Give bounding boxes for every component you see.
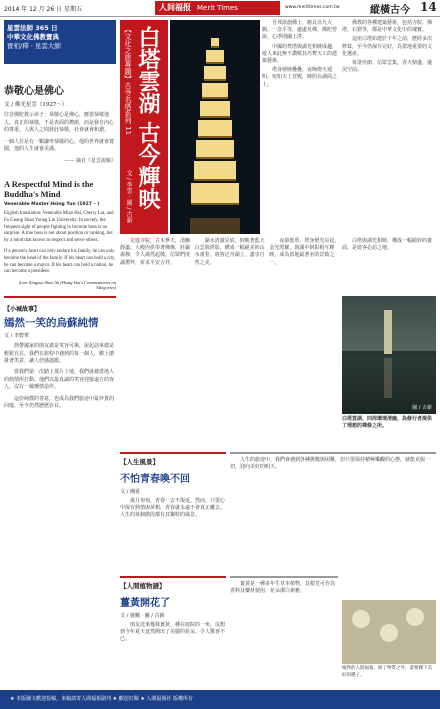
life-label: 【人生風景】	[120, 458, 159, 466]
flower-blossom	[406, 608, 424, 626]
photo-credit: 圖 / 古新	[412, 405, 432, 411]
english-article-para: English translation: Venerable Miao Hsi, Cherry Lai, and Fo Guang Shan Young Lin University. In society, the frequent sight of people fighting to become boss is no surprise. A true boss is not about position or ranking, but by a mind that knows to respect and serve others.	[4, 211, 114, 244]
page-header	[0, 0, 440, 17]
left-column	[4, 20, 116, 686]
story-para: 熱帶國家的朋友總是笑容可掬，說起話來總是輕鬆自在。我們在旅程中遇到的每一個人，臉上總掛著笑意，讓人倍感溫暖。	[4, 343, 115, 364]
pagoda-spire	[211, 38, 219, 48]
english-article-title: A Respectful Mind is the Buddha's Mind	[4, 179, 94, 199]
story-para: 這份純樸的善意，也成為我們旅途中最珍貴的回憶，至今仍然歷歷在目。	[4, 395, 115, 410]
story-column-label: 【小城故事】	[4, 306, 41, 314]
right-mid-para: 白塔與湖光相映，構成一幅絕妙的畫面，是遊客必訪之地。	[342, 238, 433, 252]
section-title: 縱橫古今	[370, 5, 410, 16]
banner-title[interactable]: 白塔雲湖 古今輝映	[135, 26, 161, 210]
right-para: 每逢佳節，信眾雲集，香火鼎盛，盛況空前。	[342, 60, 433, 74]
flower-section	[120, 576, 226, 686]
chinese-article-title: 恭敬心是佛心	[4, 86, 64, 97]
pagoda-tier	[200, 101, 230, 118]
right-para: 這座白塔始建於千年之前，歷經多次修葺，至今仍保存完好，為當地重要的文化遺產。	[342, 36, 433, 57]
flower-label: 【人間植物譜】	[120, 582, 166, 590]
flower-blossom	[352, 610, 370, 628]
body-column	[120, 238, 191, 450]
chinese-article-source: —— 摘自《星雲說喻》	[64, 157, 116, 164]
page-footer: ★ 本版圖文歡迎投稿，來稿請寄人間福報副刊 ★ 歡迎訂閱 ★ 人間福報社 版權所有	[0, 690, 440, 709]
flower-photo-caption: 植物的人間福報，除了物質之外，還要種下美好的種子。	[342, 666, 432, 678]
pagoda-silhouette	[384, 310, 392, 354]
intro-column	[262, 20, 340, 234]
intro-para: 吾邦欲創佛土，應具非凡大願，一念平等，處處見佛。佛陀曾說，心淨則國土淨。	[262, 20, 338, 41]
flower-right-para: 薑黃是一種多年生草本植物，其根莖可作為香料及藥材使用，花朵潔白素雅。	[230, 581, 336, 595]
flower-title[interactable]: 薑黃開花了	[120, 598, 170, 609]
pagoda-tier	[191, 183, 239, 205]
english-article-para: If a person's heart can only endure his family, he can only become the head of the family. If his heart can hold a city, he can become a mayor. If his heart can hold a nation, he can become a president.	[4, 248, 116, 275]
nav-line-3: 寶相/釋 · 星雲大師	[7, 42, 61, 50]
body-column	[269, 238, 340, 450]
chinese-article-para: 一個人若是有一顆謙卑恭敬的心，他的世界就會寬闊，他的人生就會美滿。	[4, 138, 115, 152]
feature-banner	[120, 20, 168, 234]
newspaper-logo[interactable]	[155, 1, 280, 15]
flower-text: 朋友送來幾株薑黃，種在庭院的一角。沒想到今年夏天竟然開出了美麗的花朵，令人驚喜不已。	[120, 622, 226, 643]
pagoda-tier	[196, 140, 234, 159]
intro-para: 中國的梵塔與湖光相映成趣，遊人來此無不讚歎其巧奪天工的建築藝術。	[262, 43, 338, 65]
intro-para: 塔身層層疊疊，夜晚燈火通明，宛如天上宮殿，映照在湖面之上。	[262, 67, 338, 88]
english-article-author: Venerable Master Hsing Yun (1927 – )	[4, 202, 100, 207]
article-body	[120, 238, 340, 450]
pagoda-reflection	[384, 358, 392, 398]
turmeric-flower-photo[interactable]	[342, 600, 436, 664]
logo-subtitle: Merit Times	[197, 4, 238, 12]
life-title[interactable]: 不怕青春喚不回	[120, 474, 190, 485]
lake-pagoda-photo[interactable]	[342, 296, 436, 414]
page-number: 14	[420, 0, 437, 14]
right-column-top	[342, 20, 436, 234]
flower-blossom	[380, 624, 398, 642]
chinese-article-author: 文 / 佛光星雲（1927～）	[4, 102, 68, 108]
life-section	[120, 452, 226, 572]
body-para: 走進寺院，古木參天，清幽靜謐。大殿內供奉著佛像，莊嚴肅穆，令人肅然起敬。信眾們虔誠禮拜，祈求平安吉祥。	[120, 238, 191, 266]
pagoda-tier	[206, 50, 224, 64]
lake-caption: 白塔雲湖，四周環境清幽，為修行者提供了理想的禪修之所。	[342, 416, 433, 429]
nav-line-2: 中華文化佛教寶典	[7, 33, 59, 41]
column-nav-box[interactable]	[4, 20, 116, 64]
banner-series: 【文化之旅專題】古寺名塔系列 11	[124, 26, 132, 136]
divider	[4, 296, 116, 298]
remain-text: 人生的旅途中，我們會遇到各種挑戰與困難，但只要保持積極樂觀的心態，就能克服一切，迎向美好的明天。	[230, 457, 431, 471]
story-author: 文 / 李碧華	[4, 333, 29, 340]
english-article-source: from Xingyun Shuo Yu (Hsing Yun's Commentaries on Allegories)	[19, 280, 116, 291]
banner-byline: 文 / 李雲 · 圖 / 古新	[125, 170, 132, 224]
story-title[interactable]: 嫣然一笑的烏蘇純情	[4, 317, 99, 330]
body-column	[195, 238, 266, 450]
body-para: 湖水清澈見底，倒映著藍天白雲與塔影，構成一幅絕美的山水畫卷。遊客泛舟湖上，盡享自然之美。	[194, 238, 265, 266]
issue-date: 2014 年 12 月 26 日 星期五	[4, 6, 82, 13]
flower-right-text	[230, 576, 338, 686]
life-author: 文 / 湘夏	[120, 489, 140, 495]
pagoda-tier	[194, 161, 236, 181]
flower-author: 文 / 黃蘭 · 圖 / 古新	[120, 613, 165, 619]
pagoda-base	[190, 218, 240, 234]
pagoda-tier	[202, 83, 228, 99]
right-column-mid	[342, 238, 436, 294]
site-url[interactable]: www.merittimes.com.tw	[285, 5, 340, 10]
body-para: 夜幕低垂，塔身燈光亮起，金光閃耀，與湖中倒影相互輝映，成為當地最著名的景致之一。	[269, 238, 340, 266]
story-para: 當我們第一次踏上那片土地，我們就被當地人的熱情所打動。他們以最真誠的笑容迎接遠方的客人，沒有一絲矯情造作。	[4, 369, 115, 391]
nav-line-1: 星雲法師 365 日	[7, 24, 58, 32]
life-text: 歲月匆匆，青春一去不復返。然而，只要心中保有熱情與夢想，青春就永遠不會真正離去。人生的每個階段都有其獨特的風景。	[120, 498, 226, 519]
logo-text: 人间福报	[159, 3, 191, 12]
pagoda-tier	[198, 120, 232, 138]
remain-section	[230, 452, 436, 572]
pagoda-tier	[204, 66, 226, 81]
pagoda-night-photo[interactable]	[170, 20, 260, 234]
right-para: 佛教的各種建築藝術，包括寺院、佛塔、石窟等，都是中華文化中的瑰寶。	[342, 20, 433, 34]
chinese-article-para: 往昔佛陀教示弟子：恭敬心是佛心，應當恭敬他人。真正的恭敬，不是表面的禮節，而是發自內心的尊重。人與人之間彼此恭敬，社會就會和諧。	[4, 112, 115, 133]
